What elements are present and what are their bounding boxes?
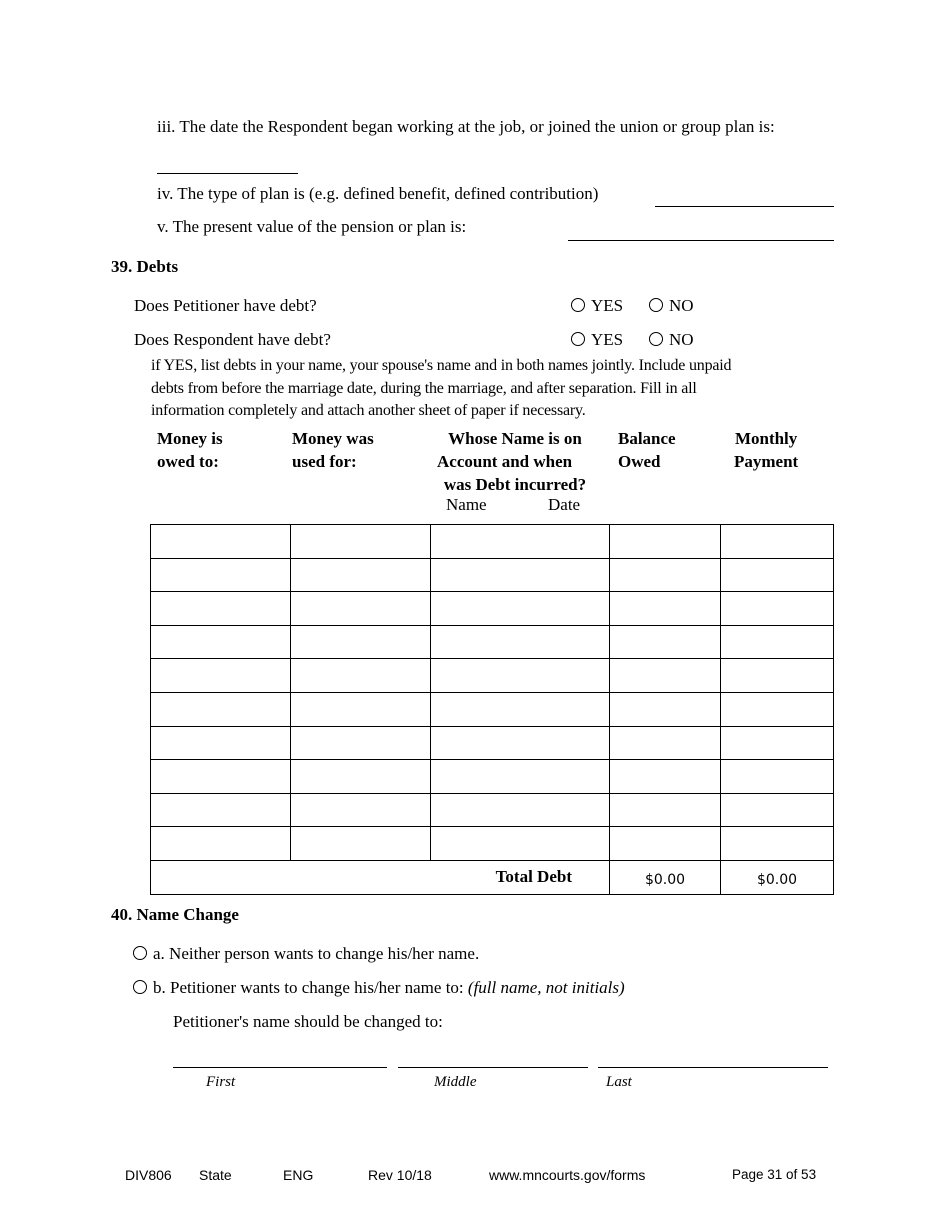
debt-cell[interactable] — [610, 760, 721, 794]
debt-cell[interactable] — [721, 558, 834, 592]
debt-cell[interactable] — [721, 827, 834, 861]
debt-cell[interactable] — [610, 793, 721, 827]
col-whose-name-line: Account and when — [437, 452, 573, 471]
changed-to-label: Petitioner's name should be changed to: — [173, 1012, 443, 1031]
last-name-field[interactable] — [598, 1067, 828, 1068]
debt-cell[interactable] — [610, 558, 721, 592]
debt-cell[interactable] — [721, 760, 834, 794]
sub-col-date: Date — [548, 495, 581, 514]
table-row — [151, 625, 834, 659]
debt-cell[interactable] — [291, 592, 431, 626]
footer-page: Page 31 of 53 — [732, 1167, 817, 1182]
footer-url[interactable]: www.mncourts.gov/forms — [489, 1167, 646, 1183]
petitioner-debt-question: Does Petitioner have debt? — [134, 296, 317, 315]
col-owed-to-line: owed to: — [157, 452, 219, 471]
option-a[interactable] — [133, 944, 479, 964]
debt-cell[interactable] — [151, 692, 291, 726]
col-used-for — [292, 427, 374, 473]
table-row — [151, 827, 834, 861]
footer-language: ENG — [283, 1167, 314, 1183]
debts-heading: 39. Debts — [111, 257, 179, 276]
radio-icon[interactable] — [571, 332, 585, 346]
debt-cell[interactable] — [291, 760, 431, 794]
col-used-for-line: used for: — [292, 452, 357, 471]
radio-icon[interactable] — [133, 980, 147, 994]
footer-revision: Rev 10/18 — [368, 1167, 432, 1183]
radio-icon[interactable] — [133, 946, 147, 960]
table-row — [151, 692, 834, 726]
debt-cell[interactable] — [291, 625, 431, 659]
middle-caption: Middle — [434, 1074, 477, 1090]
table-row — [151, 525, 834, 559]
debt-cell[interactable] — [610, 827, 721, 861]
debt-cell[interactable] — [431, 726, 610, 760]
option-b-label: b. Petitioner wants to change his/her name to: — [153, 978, 464, 997]
petitioner-debt-no[interactable] — [649, 296, 694, 316]
debt-cell[interactable] — [291, 726, 431, 760]
col-owed-to — [157, 427, 223, 473]
first-name-field[interactable] — [173, 1067, 387, 1068]
debt-cell[interactable] — [151, 525, 291, 559]
debt-cell[interactable] — [721, 625, 834, 659]
debt-cell[interactable] — [721, 525, 834, 559]
debt-cell[interactable] — [151, 659, 291, 693]
debt-cell[interactable] — [151, 726, 291, 760]
option-b-note: (full name, not initials) — [467, 978, 625, 997]
total-monthly-field[interactable]: $0.00 — [721, 860, 834, 894]
col-monthly-line: Payment — [734, 452, 799, 471]
instruction-line: information completely and attach another sheet of paper if necessary. — [151, 402, 586, 419]
col-owed-to-line: Money is — [157, 429, 223, 448]
debt-cell[interactable] — [431, 525, 610, 559]
table-row — [151, 726, 834, 760]
col-whose-name — [434, 427, 596, 496]
yes-label: YES — [591, 296, 624, 315]
radio-icon[interactable] — [649, 298, 663, 312]
debt-cell[interactable] — [610, 525, 721, 559]
debt-cell[interactable] — [291, 827, 431, 861]
debt-cell[interactable] — [291, 525, 431, 559]
debt-cell[interactable] — [431, 793, 610, 827]
col-balance-line: Owed — [618, 452, 661, 471]
debts-table — [150, 524, 834, 895]
table-row — [151, 558, 834, 592]
footer-jurisdiction: State — [199, 1167, 232, 1183]
table-row — [151, 659, 834, 693]
present-value-field[interactable] — [568, 240, 834, 241]
col-monthly-line: Monthly — [734, 429, 798, 448]
col-whose-name-line: was Debt incurred? — [443, 475, 587, 494]
debt-cell[interactable] — [431, 558, 610, 592]
total-debt-label: Total Debt — [151, 860, 610, 894]
debt-cell[interactable] — [610, 692, 721, 726]
respondent-debt-yes[interactable] — [571, 330, 623, 350]
table-row — [151, 592, 834, 626]
middle-name-field[interactable] — [398, 1067, 588, 1068]
option-a-label: a. Neither person wants to change his/her name. — [153, 944, 480, 963]
debt-cell[interactable] — [291, 659, 431, 693]
debt-cell[interactable] — [721, 793, 834, 827]
radio-icon[interactable] — [649, 332, 663, 346]
debt-cell[interactable] — [151, 625, 291, 659]
debt-cell[interactable] — [151, 793, 291, 827]
radio-icon[interactable] — [571, 298, 585, 312]
debt-cell[interactable] — [431, 692, 610, 726]
sub-col-name: Name — [446, 495, 487, 514]
total-row — [151, 860, 834, 894]
debt-cell[interactable] — [610, 659, 721, 693]
debt-cell[interactable] — [431, 760, 610, 794]
col-monthly — [734, 427, 798, 473]
total-balance-field[interactable]: $0.00 — [610, 860, 721, 894]
name-change-heading: 40. Name Change — [111, 905, 239, 924]
table-row — [151, 760, 834, 794]
col-used-for-line: Money was — [292, 429, 374, 448]
last-caption: Last — [606, 1074, 632, 1090]
option-b[interactable] — [133, 978, 625, 998]
plan-type-field[interactable] — [655, 206, 834, 207]
no-label: NO — [669, 330, 694, 349]
debt-cell[interactable] — [721, 726, 834, 760]
instruction-line: if YES, list debts in your name, your spouse's name and in both names jointly. Include unpaid — [151, 357, 732, 374]
start-date-field[interactable] — [157, 173, 298, 174]
debt-cell[interactable] — [151, 827, 291, 861]
debt-cell[interactable] — [431, 592, 610, 626]
pension-item-iii: iii. The date the Respondent began working at the job, or joined the union or group plan is: — [157, 117, 775, 136]
table-row — [151, 793, 834, 827]
debt-cell[interactable] — [291, 793, 431, 827]
pension-item-iv: iv. The type of plan is (e.g. defined benefit, defined contribution) — [157, 184, 599, 203]
debt-cell[interactable] — [151, 760, 291, 794]
debt-cell[interactable] — [431, 625, 610, 659]
debt-cell[interactable] — [721, 592, 834, 626]
respondent-debt-no[interactable] — [649, 330, 694, 350]
footer-form: DIV806 — [125, 1167, 172, 1183]
debt-cell[interactable] — [721, 692, 834, 726]
debt-cell[interactable] — [610, 726, 721, 760]
col-balance-line: Balance — [618, 429, 676, 448]
instruction-line: debts from before the marriage date, during the marriage, and after separation. Fill in all — [151, 379, 697, 397]
respondent-debt-question: Does Respondent have debt? — [134, 330, 331, 349]
debts-instructions — [151, 355, 731, 423]
debt-cell[interactable] — [431, 827, 610, 861]
debt-cell[interactable] — [291, 692, 431, 726]
debt-cell[interactable] — [291, 558, 431, 592]
debt-cell[interactable] — [721, 659, 834, 693]
debt-cell[interactable] — [151, 558, 291, 592]
yes-label: YES — [591, 330, 624, 349]
debt-cell[interactable] — [151, 592, 291, 626]
col-whose-name-line: Whose Name is on — [448, 429, 582, 448]
debt-cell[interactable] — [610, 625, 721, 659]
pension-item-v: v. The present value of the pension or plan is: — [157, 217, 467, 236]
debt-cell[interactable] — [610, 592, 721, 626]
petitioner-debt-yes[interactable] — [571, 296, 623, 316]
col-balance — [618, 427, 676, 473]
first-caption: First — [206, 1074, 236, 1090]
debt-cell[interactable] — [431, 659, 610, 693]
no-label: NO — [669, 296, 694, 315]
